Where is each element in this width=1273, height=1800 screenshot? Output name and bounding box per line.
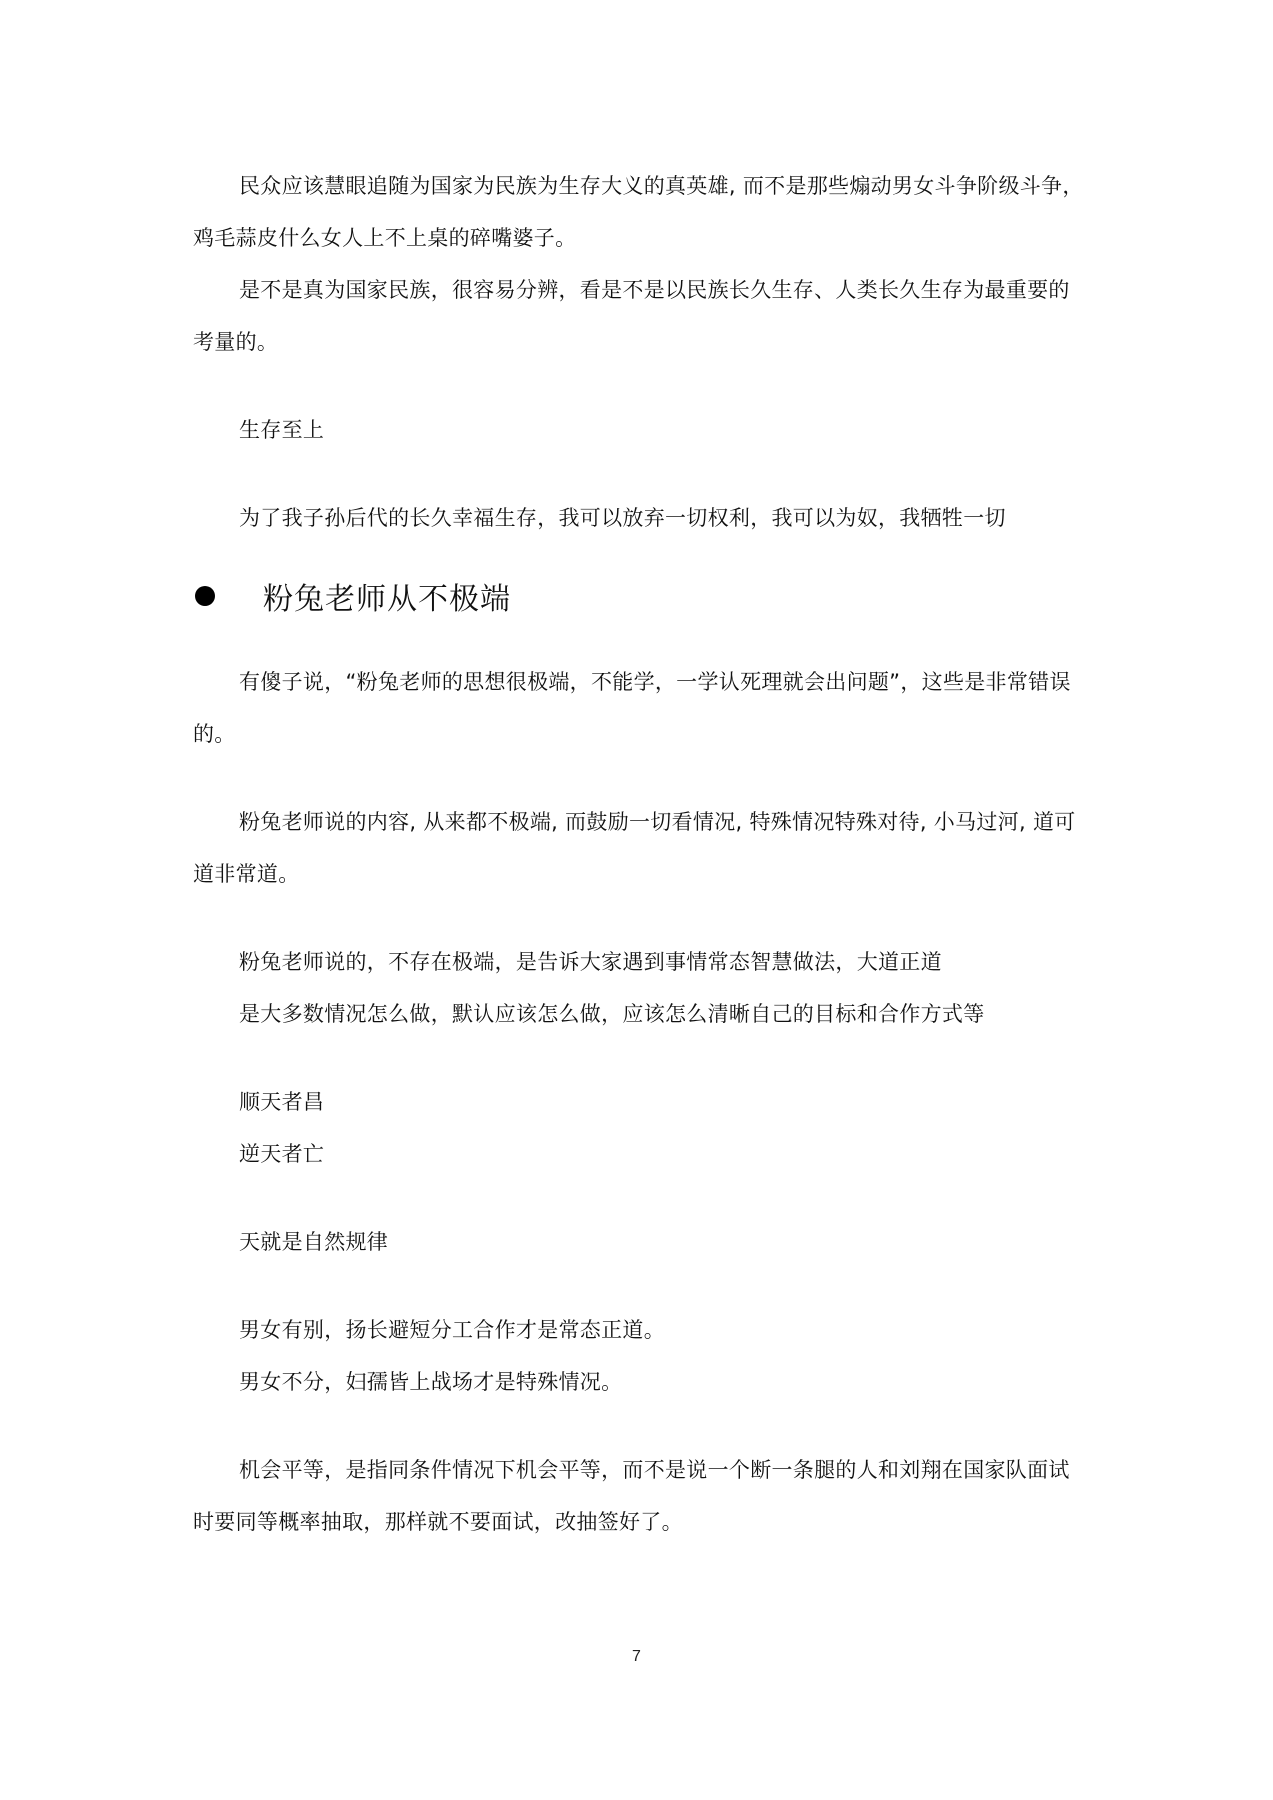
paragraph: 粉兔老师说的，不存在极端，是告诉大家遇到事情常态智慧做法，大道正道	[239, 950, 942, 974]
paragraph: 机会平等，是指同条件情况下机会平等，而不是说一个断一条腿的人和刘翔在国家队面试时要同等概率抽取，那样就不要面试，改抽签好了。	[193, 1458, 1070, 1534]
bullet-icon	[195, 586, 215, 606]
paragraph: 有傻子说，“粉兔老师的思想很极端，不能学，一学认死理就会出问题”，这些是非常错误的。	[193, 670, 1071, 746]
paragraph: 男女不分，妇孺皆上战场才是特殊情况。	[239, 1370, 623, 1394]
paragraph: 男女有别，扬长避短分工合作才是常态正道。	[239, 1318, 665, 1342]
paragraph: 逆天者亡	[239, 1142, 325, 1166]
paragraph: 天就是自然规律	[239, 1230, 389, 1254]
paragraph: 民众应该慧眼追随为国家为民族为生存大义的真英雄, 而不是那些煽动男女斗争阶级斗争，鸡毛蒜皮什么女人上不上桌的碎嘴婆子。	[193, 174, 1084, 250]
section-heading-text: 粉兔老师从不极端	[263, 582, 511, 617]
paragraph: 粉兔老师说的内容, 从来都不极端, 而鼓励一切看情况, 特殊情况特殊对待, 小马过河, 道可道非常道。	[193, 810, 1076, 886]
page-content	[193, 160, 1086, 1548]
paragraph: 顺天者昌	[239, 1090, 325, 1114]
page-number: 7	[632, 1648, 641, 1665]
paragraph: 生存至上	[239, 418, 325, 442]
paragraph: 是不是真为国家民族，很容易分辨，看是不是以民族长久生存、人类长久生存为最重要的考量的。	[193, 278, 1070, 354]
paragraph: 为了我子孙后代的长久幸福生存，我可以放弃一切权利，我可以为奴，我牺牲一切	[239, 506, 1006, 530]
section-heading	[193, 566, 1086, 626]
paragraph: 是大多数情况怎么做，默认应该怎么做，应该怎么清晰自己的目标和合作方式等	[239, 1002, 985, 1026]
